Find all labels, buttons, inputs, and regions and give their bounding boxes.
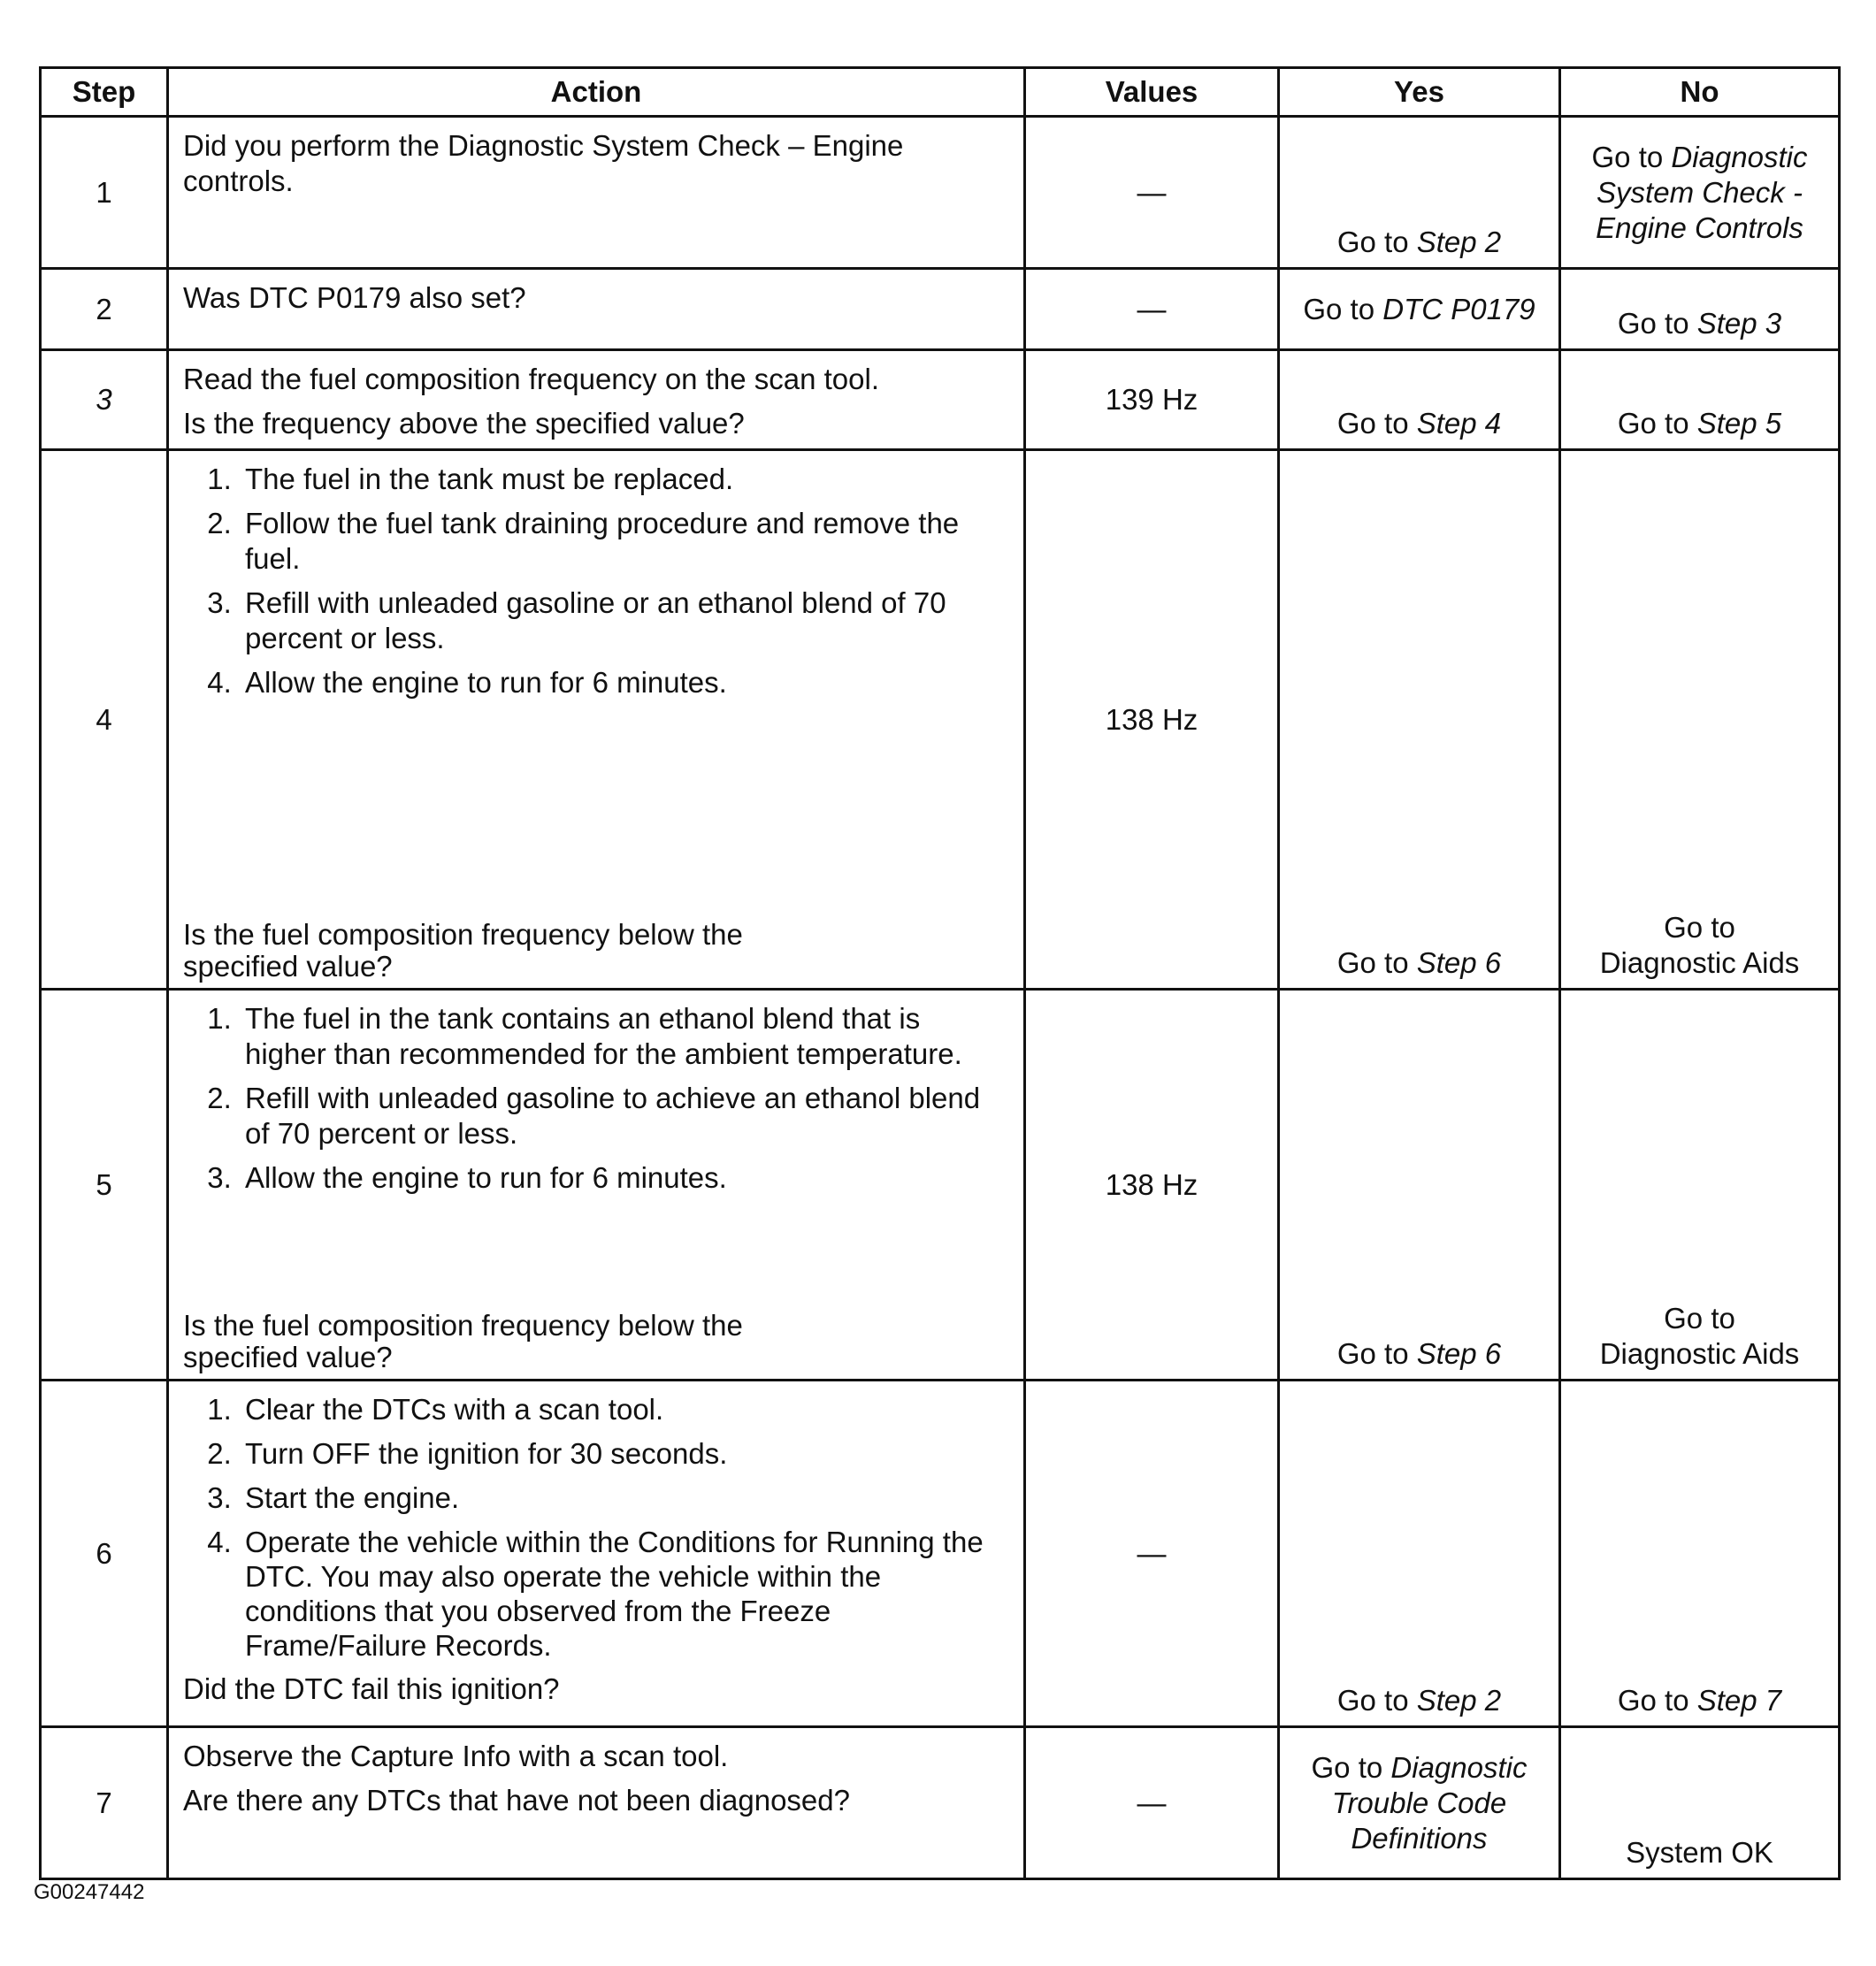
value-cell: 138 Hz	[1025, 990, 1279, 1381]
value-cell: 138 Hz	[1025, 450, 1279, 990]
yes-link[interactable]: Step 4	[1416, 407, 1502, 440]
yes-link[interactable]: Step 2	[1416, 1684, 1502, 1717]
yes-link[interactable]: DTC P0179	[1382, 292, 1535, 325]
yes-cell	[1279, 1727, 1560, 1879]
table-row	[41, 117, 1840, 269]
yes-prefix: Go to	[1336, 407, 1409, 440]
no-prefix: Go to	[1617, 307, 1689, 340]
no-link[interactable]: Diagnostic System Check - Engine Controls	[1596, 140, 1808, 244]
table-row	[41, 350, 1840, 450]
action-question: Is the fuel composition frequency below the specified value?	[183, 1309, 743, 1373]
procedure-step: 3. Allow the engine to run for 6 minutes.	[240, 1160, 1011, 1196]
step-number: 7	[41, 1727, 168, 1879]
no-cell	[1560, 350, 1840, 450]
header-row	[41, 68, 1840, 117]
action-text: Observe the Capture Info with a scan tool.	[183, 1740, 729, 1772]
yes-cell	[1279, 350, 1560, 450]
procedure-list	[183, 1392, 1011, 1663]
action-question: Did the DTC fail this ignition?	[183, 1672, 560, 1705]
step-number: 5	[41, 990, 168, 1381]
action-question: Is the frequency above the specified value?	[183, 407, 745, 440]
no-link[interactable]: Step 7	[1696, 1684, 1782, 1717]
procedure-step: 2. Refill with unleaded gasoline to achieve an ethanol blend of 70 percent or less.	[240, 1081, 1011, 1151]
action-question: Are there any DTCs that have not been diagnosed?	[183, 1784, 850, 1817]
procedure-list	[183, 462, 1011, 700]
action-cell	[168, 269, 1025, 350]
action-cell	[168, 1727, 1025, 1879]
procedure-list	[183, 1001, 1011, 1196]
no-cell	[1560, 1381, 1840, 1727]
action-text: Was DTC P0179 also set?	[183, 281, 526, 314]
no-cell	[1560, 117, 1840, 269]
procedure-step: 4. Allow the engine to run for 6 minutes.	[240, 665, 1011, 700]
action-cell	[168, 990, 1025, 1381]
value-cell: —	[1025, 269, 1279, 350]
value-cell: 139 Hz	[1025, 350, 1279, 450]
procedure-step: 3. Refill with unleaded gasoline or an ethanol blend of 70 percent or less.	[240, 585, 1011, 656]
table-row	[41, 990, 1840, 1381]
no-status: System OK	[1626, 1836, 1773, 1869]
step-number: 3	[41, 350, 168, 450]
yes-prefix: Go to	[1303, 292, 1375, 325]
header-values: Values	[1025, 68, 1279, 117]
value-cell: —	[1025, 1727, 1279, 1879]
yes-prefix: Go to	[1336, 1337, 1409, 1370]
yes-link[interactable]: Diagnostic Trouble Code Definitions	[1331, 1750, 1528, 1855]
table-row	[41, 450, 1840, 990]
yes-prefix: Go to	[1311, 1750, 1383, 1784]
no-link[interactable]: Go to Diagnostic Aids	[1599, 1302, 1800, 1370]
value-cell: —	[1025, 1381, 1279, 1727]
action-text: Read the fuel composition frequency on the scan tool.	[183, 363, 879, 395]
yes-prefix: Go to	[1336, 946, 1409, 979]
step-number: 1	[41, 117, 168, 269]
yes-link[interactable]: Step 6	[1416, 1337, 1502, 1370]
action-cell	[168, 450, 1025, 990]
step-number: 2	[41, 269, 168, 350]
yes-prefix: Go to	[1336, 1684, 1409, 1717]
yes-cell	[1279, 450, 1560, 990]
no-cell	[1560, 269, 1840, 350]
header-action: Action	[168, 68, 1025, 117]
step-number: 4	[41, 450, 168, 990]
step-number: 6	[41, 1381, 168, 1727]
table-row	[41, 1727, 1840, 1879]
procedure-step: 2. Follow the fuel tank draining procedure and remove the fuel.	[240, 506, 1011, 577]
no-cell	[1560, 1727, 1840, 1879]
yes-cell	[1279, 117, 1560, 269]
procedure-step: 2. Turn OFF the ignition for 30 seconds.	[240, 1436, 1011, 1472]
no-cell	[1560, 990, 1840, 1381]
action-text: Did you perform the Diagnostic System Check – Engine controls.	[183, 129, 904, 197]
value-cell: —	[1025, 117, 1279, 269]
procedure-step: 1. Clear the DTCs with a scan tool.	[240, 1392, 1011, 1427]
no-cell	[1560, 450, 1840, 990]
yes-cell	[1279, 1381, 1560, 1727]
diagnostic-table	[39, 66, 1841, 1880]
no-link[interactable]: Go to Diagnostic Aids	[1599, 911, 1800, 979]
procedure-step: 3. Start the engine.	[240, 1480, 1011, 1516]
action-question: Is the fuel composition frequency below the specified value?	[183, 918, 743, 983]
yes-cell	[1279, 990, 1560, 1381]
table-row	[41, 269, 1840, 350]
figure-id: G00247442	[34, 1880, 145, 1904]
action-cell	[168, 1381, 1025, 1727]
yes-cell	[1279, 269, 1560, 350]
header-step: Step	[41, 68, 168, 117]
action-cell	[168, 117, 1025, 269]
no-link[interactable]: Step 3	[1696, 307, 1782, 340]
procedure-step: 1. The fuel in the tank contains an ethanol blend that is higher than recommended for the ambient temperature.	[240, 1001, 1011, 1072]
table-row	[41, 1381, 1840, 1727]
no-prefix: Go to	[1617, 407, 1689, 440]
procedure-step: 4. Operate the vehicle within the Conditions for Running the DTC. You may also operate the vehicle within the conditions that you observed from the Freeze Frame/Failure Records.	[240, 1525, 1011, 1663]
procedure-step: 1. The fuel in the tank must be replaced.	[240, 462, 1011, 497]
header-yes: Yes	[1279, 68, 1560, 117]
yes-link[interactable]: Step 6	[1416, 946, 1502, 979]
header-no: No	[1560, 68, 1840, 117]
yes-link[interactable]: Step 2	[1416, 226, 1502, 258]
no-prefix: Go to	[1591, 140, 1664, 173]
no-prefix: Go to	[1617, 1684, 1689, 1717]
no-link[interactable]: Step 5	[1696, 407, 1782, 440]
yes-prefix: Go to	[1336, 226, 1409, 258]
action-cell	[168, 350, 1025, 450]
